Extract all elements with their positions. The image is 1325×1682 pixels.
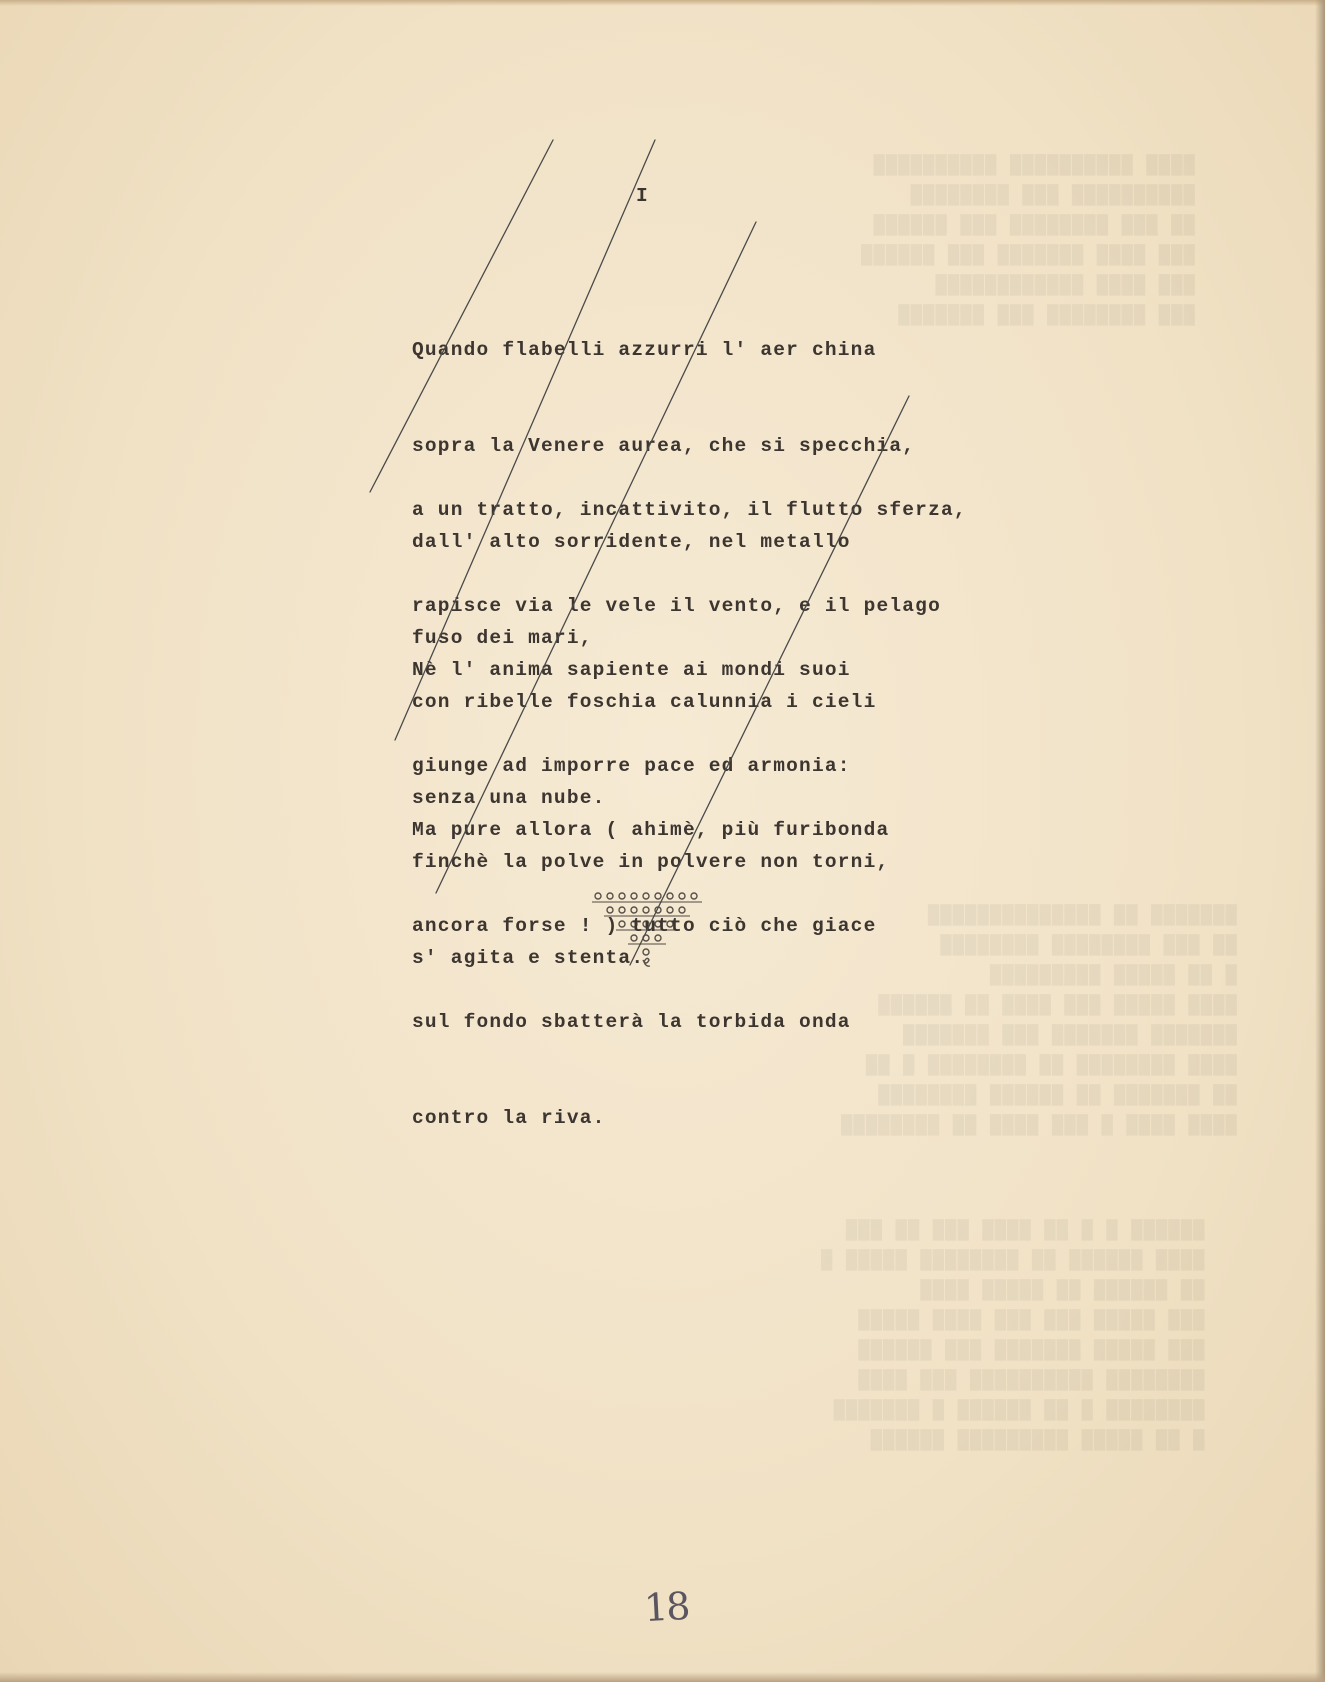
verse-line: Quando flabelli azzurri l' aer china	[412, 339, 877, 361]
verse-line: Nè l' anima sapiente ai mondi suoi	[412, 659, 851, 681]
paper-edge-bottom	[0, 1672, 1325, 1682]
verse-line: s' agita e stenta.	[412, 947, 645, 969]
verse-line: sopra la Venere aurea, che si specchia,	[412, 435, 916, 457]
verse-line: giunge ad imporre pace ed armonia:	[412, 755, 851, 777]
paper-edge-right	[1315, 0, 1325, 1682]
verse-line: dall' alto sorridente, nel metallo	[412, 531, 851, 553]
verse-line: finchè la polve in polvere non torni,	[412, 851, 890, 873]
verse-line: contro la riva.	[412, 1107, 606, 1129]
verse-line: fuso dei mari,	[412, 627, 593, 649]
verse-line: sul fondo sbatterà la torbida onda	[412, 1011, 851, 1033]
verse-line: a un tratto, incattivito, il flutto sferza,	[412, 499, 967, 521]
verse-line: Ma pure allora ( ahimè, più furibonda	[412, 819, 890, 841]
verse-line: ancora forse ! ) tutto ciò che giace	[412, 915, 877, 937]
typed-ornament-icon	[590, 888, 710, 978]
show-through-bleed-3: ██████ █ █ ██ ████ ███ ██ ███ ████ ██████ ██ ████████ █████ █ ██ ██████ ██ █████ ████ ███ █████ ███ ███ ████ █████ ███ █████ ███████ ███ ██████ ████████ ██████████ ███ ████ ████████ █ ██ ██████ █ ███████ █ ██ █████ █████████ ██████	[820, 1219, 1205, 1451]
section-number: I	[636, 185, 649, 207]
show-through-bleed: ████ ██████████ ██████████ ██████████ ███ ████████ ██ ███ ████████ ███ ██████ ███ ████ ███████ ███ ██████ ███ ████ ████████████ ███ ████████ ███ ███████	[860, 154, 1195, 326]
verse-line: con ribelle foschia calunnia i cieli	[412, 691, 877, 713]
handwritten-page-number: 18	[642, 1583, 690, 1631]
verse-line: rapisce via le vele il vento, e il pelago	[412, 595, 941, 617]
verse-line: senza una nube.	[412, 787, 606, 809]
show-through-bleed-2: ███████ ██ ██████████████ ██ ███ ████████ ████████ █ ██ █████ █████████ ████ █████ ███ ████ ██ ██████ ███████ ███████ ███ ███████ ████ ████████ ██ ████████ █ ██ ██ ███████ ██ ██████ ████████ ████ ████ █ ███ ████ ██ ████████	[840, 904, 1237, 1136]
paper-edge-top	[0, 0, 1325, 6]
